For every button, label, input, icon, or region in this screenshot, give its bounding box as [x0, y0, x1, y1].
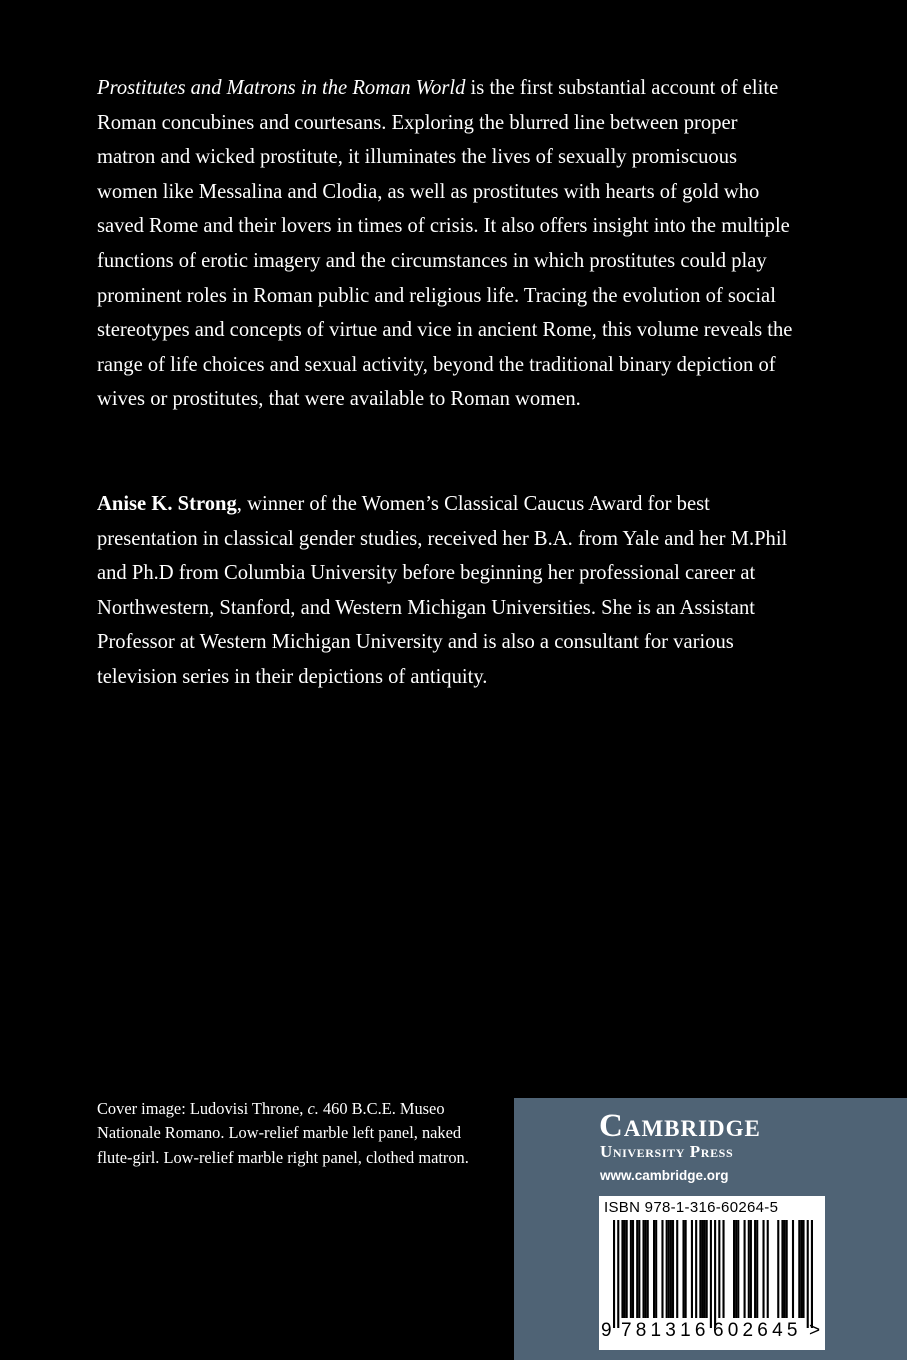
barcode-bar — [630, 1220, 632, 1318]
barcode-bar — [792, 1220, 794, 1318]
barcode-bar — [767, 1220, 769, 1318]
barcode-bar — [670, 1220, 672, 1318]
publisher-subtitle — [600, 1142, 733, 1162]
barcode-bar — [647, 1220, 649, 1318]
barcode-bar — [754, 1220, 756, 1318]
barcode-bar — [733, 1220, 735, 1318]
barcode-bar — [666, 1220, 668, 1318]
barcode-bar — [798, 1220, 800, 1318]
barcode-bar — [748, 1220, 750, 1318]
barcode-bar — [811, 1220, 813, 1328]
cover-image-credit — [97, 1097, 497, 1170]
barcode-digit-group-1: 781316 — [621, 1320, 710, 1341]
barcode-bar — [704, 1220, 706, 1318]
barcode-bar — [714, 1220, 716, 1328]
barcode-bar — [786, 1220, 788, 1318]
credit-rest: 460 B.C.E. Museo Nationale Romano. Low-relief marble left panel, naked flute-girl. Low-relief marble right panel, clothed matron. — [97, 1099, 469, 1167]
barcode-bar — [701, 1220, 703, 1318]
publisher-name: Cambridge — [599, 1108, 761, 1144]
barcode-bar — [710, 1220, 712, 1328]
barcode-bar — [617, 1220, 619, 1328]
barcode-bar — [636, 1220, 638, 1318]
barcode-bar — [777, 1220, 779, 1318]
author-name: Anise K. Strong — [97, 493, 237, 515]
barcode-bar — [682, 1220, 684, 1318]
credit-circa: c. — [307, 1099, 319, 1118]
publisher-logo — [599, 1108, 761, 1145]
barcode-bar — [655, 1220, 657, 1318]
barcode-bar — [737, 1220, 739, 1318]
barcode-bar — [735, 1220, 737, 1318]
barcode-bar — [762, 1220, 764, 1318]
barcode-icon — [613, 1220, 813, 1328]
barcode-label — [599, 1196, 825, 1350]
barcode-bar — [642, 1220, 644, 1318]
barcode-bar — [802, 1220, 804, 1318]
barcode-bar — [645, 1220, 647, 1318]
barcode-digit-group-2: 602645 — [713, 1320, 802, 1341]
barcode-bar — [632, 1220, 634, 1318]
description-text: is the first substantial account of elite Roman concubines and courtesans. Exploring the blurred line between proper matron and wicked prostitute, it illuminates the lives of sexually promiscuous women like Messalina and Clodia, as well as prostitutes with hearts of gold who saved Rome and their lovers in times of crisis. It also offers insight into the multiple functions of erotic imagery and the circumstances in which prostitutes could play prominent roles in Roman public and religious life. Tracing the evolution of social stereotypes and concepts of virtue and vice in ancient Rome, this volume reveals the range of life choices and sexual activity, beyond the traditional binary depiction of wives or prostitutes, that were available to Roman women. — [97, 77, 793, 411]
barcode-bar — [781, 1220, 783, 1318]
barcode-bar — [807, 1220, 809, 1328]
barcode-bar — [613, 1220, 615, 1328]
barcode-bar — [638, 1220, 640, 1318]
book-description — [97, 71, 797, 417]
isbn-number: ISBN 978-1-316-60264-5 — [604, 1199, 779, 1216]
barcode-bar — [653, 1220, 655, 1318]
barcode-bar — [676, 1220, 678, 1318]
barcode-bar — [661, 1220, 663, 1318]
barcode-bar — [672, 1220, 674, 1318]
publisher-panel — [514, 1098, 907, 1360]
barcode-lead-digit: 9 — [601, 1320, 612, 1341]
barcode-bar — [706, 1220, 708, 1318]
barcode-bar — [621, 1220, 623, 1318]
barcode-bar — [750, 1220, 752, 1318]
barcode-bar — [668, 1220, 670, 1318]
barcode-bar — [685, 1220, 687, 1318]
publisher-subtitle-text: University Press — [600, 1142, 734, 1161]
barcode-bar — [744, 1220, 746, 1318]
book-title: Prostitutes and Matrons in the Roman World — [97, 77, 466, 99]
barcode-bar — [626, 1220, 628, 1318]
credit-prefix: Cover image: Ludovisi Throne, — [97, 1099, 308, 1118]
publisher-url[interactable]: www.cambridge.org — [600, 1168, 729, 1183]
author-bio — [97, 487, 797, 695]
barcode-bar — [722, 1220, 724, 1318]
barcode-end-mark: > — [809, 1320, 821, 1341]
barcode-bar — [695, 1220, 697, 1318]
bio-text: , winner of the Women’s Classical Caucus Award for best presentation in classical gender studies, received her B.A. from Yale and her M.Phil and Ph.D from Columbia University before beginning her professional career at Northwestern, Stanford, and Western Michigan Universities. She is an Assistant Professor at Western Michigan University and is also a consultant for various television series in their depictions of antiquity. — [97, 493, 788, 688]
barcode-digits — [601, 1320, 823, 1346]
barcode-bar — [784, 1220, 786, 1318]
barcode-bar — [699, 1220, 701, 1318]
barcode-bar — [800, 1220, 802, 1318]
barcode-bar — [691, 1220, 693, 1318]
barcode-bar — [624, 1220, 626, 1318]
barcode-bar — [718, 1220, 720, 1318]
barcode-bar — [756, 1220, 758, 1318]
